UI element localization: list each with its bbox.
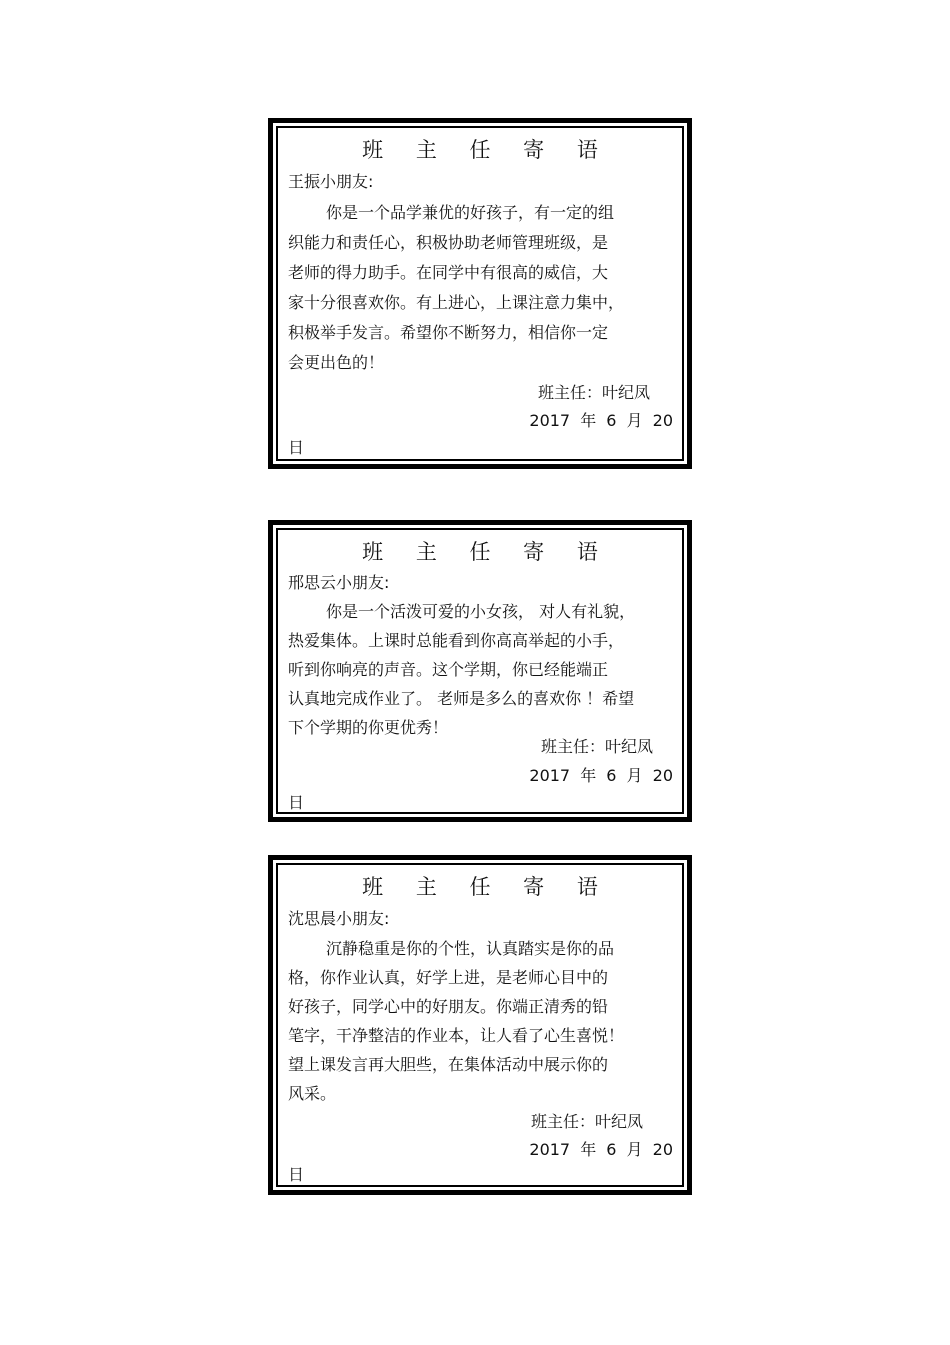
- signature: 班主任：叶纪凤: [531, 1112, 644, 1131]
- date-day: 日: [288, 438, 305, 457]
- body-line: 热爱集体。上课时总能看到你高高举起的小手，: [288, 631, 625, 650]
- body-line: 望上课发言再大胆些，在集体活动中展示你的: [288, 1055, 609, 1074]
- signature: 班主任：叶纪凤: [541, 737, 654, 756]
- body-line: 沉静稳重是你的个性，认真踏实是你的品: [326, 939, 615, 958]
- date-day: 日: [288, 1165, 305, 1184]
- body-line: 格，你作业认真，好学上进，是老师心目中的: [288, 968, 609, 987]
- card-greeting: 王振小朋友:: [288, 172, 374, 191]
- card-body: [288, 597, 663, 742]
- body-line: 下个学期的你更优秀！: [288, 718, 449, 737]
- card-title: 班 主 任 寄 语: [362, 875, 611, 899]
- body-line: 好孩子，同学心中的好朋友。你端正清秀的铅: [288, 997, 609, 1016]
- body-line: 风采。: [288, 1084, 337, 1103]
- card-greeting: 沈思晨小朋友:: [288, 909, 390, 928]
- date: 2017 年 6 月 20: [529, 766, 673, 785]
- comment-card-2: [268, 520, 692, 822]
- body-line: 听到你响亮的声音。这个学期，你已经能端正: [288, 660, 609, 679]
- card-title: 班 主 任 寄 语: [362, 138, 611, 162]
- body-line: 笔字，干净整洁的作业本，让人看了心生喜悦！: [288, 1026, 625, 1045]
- card-title: 班 主 任 寄 语: [362, 540, 611, 564]
- body-line: 你是一个品学兼优的好孩子，有一定的组: [326, 203, 615, 222]
- body-line: 你是一个活泼可爱的小女孩， 对人有礼貌，: [326, 602, 636, 621]
- date: 2017 年 6 月 20: [529, 1140, 673, 1159]
- card-body: [288, 198, 663, 378]
- body-line: 老师的得力助手。在同学中有很高的威信，大: [288, 263, 609, 282]
- body-line: 积极举手发言。希望你不断努力，相信你一定: [288, 323, 609, 342]
- body-line: 会更出色的！: [288, 353, 385, 372]
- card-body: [288, 934, 663, 1108]
- comment-card-1: [268, 118, 692, 469]
- date-day: 日: [288, 793, 305, 812]
- body-line: 认真地完成作业了。 老师是多么的喜欢你 ！希望: [288, 689, 635, 708]
- body-line: 织能力和责任心，积极协助老师管理班级，是: [288, 233, 609, 252]
- card-greeting: 邢思云小朋友:: [288, 573, 390, 592]
- date: 2017 年 6 月 20: [529, 411, 673, 430]
- signature: 班主任：叶纪凤: [538, 383, 651, 402]
- body-line: 家十分很喜欢你。有上进心，上课注意力集中，: [288, 293, 625, 312]
- comment-card-3: [268, 855, 692, 1195]
